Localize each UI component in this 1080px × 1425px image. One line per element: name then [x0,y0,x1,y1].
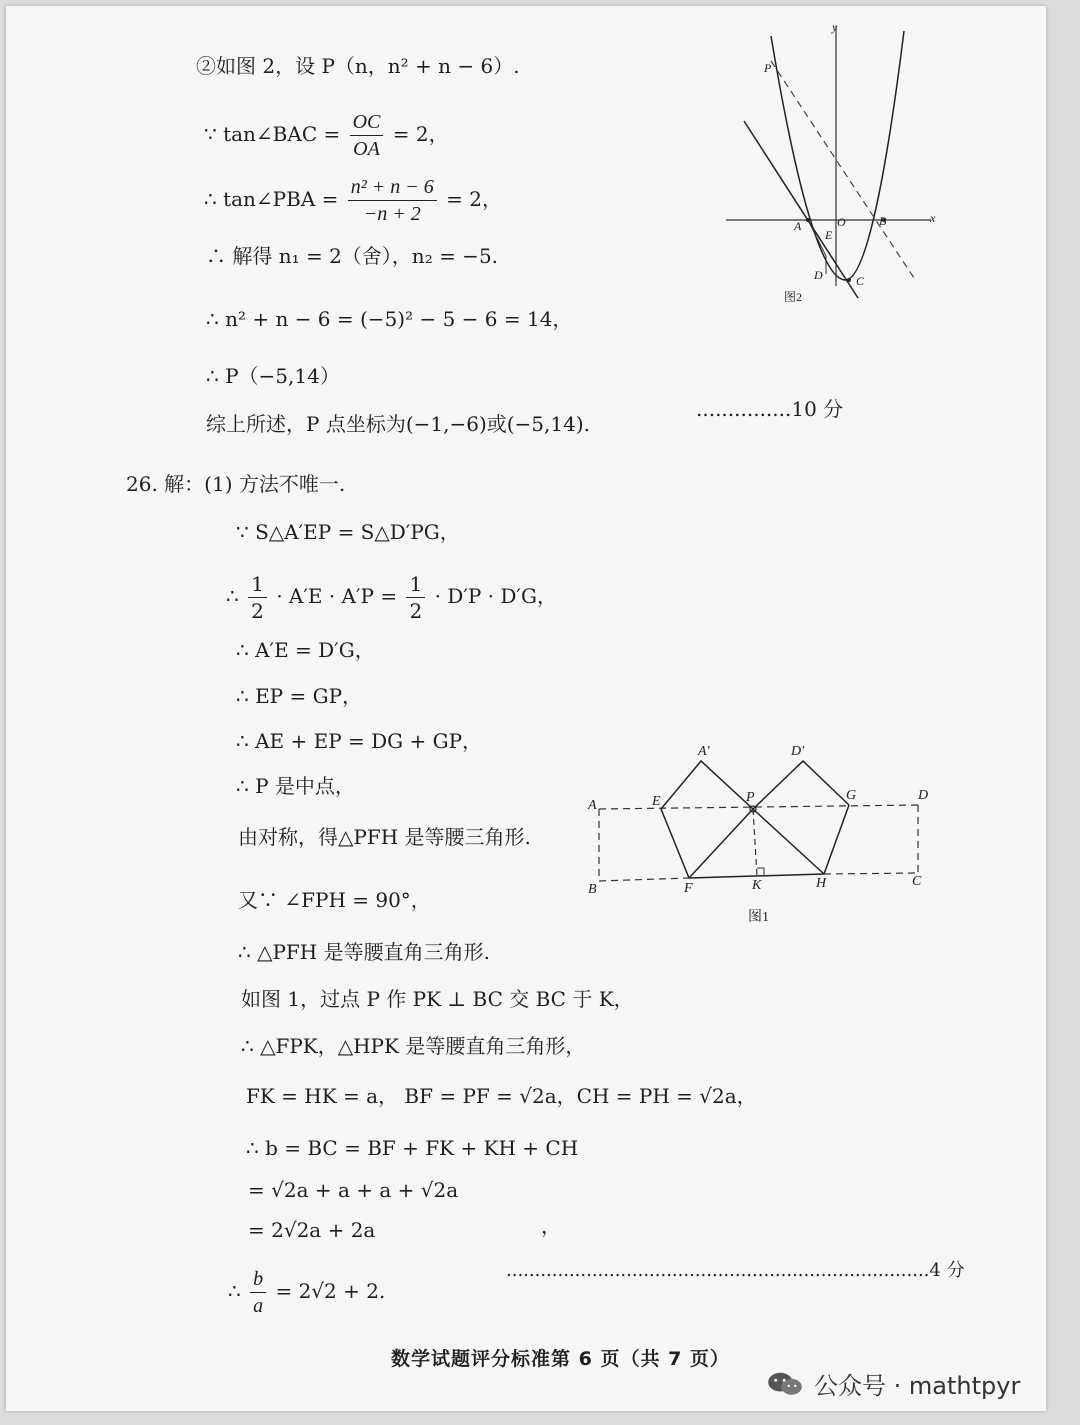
text: ∴ [228,1279,241,1303]
q26-line-10: 如图 1，过点 P 作 PK ⊥ BC 交 BC 于 K， [241,987,634,1011]
q26-line-13: ∴ b = BC = BF + FK + KH + CH [246,1136,579,1160]
text: ∵ tan∠BAC = [204,122,341,146]
label-P: P [764,61,772,75]
q26-line-4: ∴ EP = GP， [236,684,363,708]
q26-line-12: FK = HK = a， BF = PF = √2a，CH = PH = √2a， [246,1084,757,1108]
q26-line-7: 由对称，得△PFH 是等腰三角形. [238,825,531,849]
label-B: B [879,214,887,228]
label-K: K [752,878,762,893]
text: · A′E · A′P = [276,584,398,608]
line-25-1: ②如图 2，设 P（n，n² + n − 6）. [196,54,520,78]
q26-line-9: ∴ △PFH 是等腰直角三角形. [238,940,490,964]
label-A: A [794,219,802,233]
label-A-prime: A′ [698,744,710,759]
line-25-2 [204,109,449,162]
fraction-half [248,571,267,624]
label-O: O [837,215,846,229]
label-G: G [846,788,857,803]
q26-line-2 [226,571,557,624]
numerator: n² + n − 6 [348,174,437,201]
q26-line-11: ∴ △FPK，△HPK 是等腰直角三角形， [241,1034,586,1058]
numerator: 1 [406,571,425,598]
figure-1-caption: 图1 [748,910,769,925]
text: · D′P · D′G， [434,584,557,608]
watermark-text: 公众号 · mathtpyr [814,1372,1021,1400]
label-A: A [588,798,597,813]
label-D: D [918,788,929,803]
numerator: b [250,1266,266,1293]
label-D: D [814,268,823,282]
denominator: −n + 2 [363,203,421,225]
line-25-6: ∴ P（−5,14） [206,364,340,388]
fraction-b-over-a [250,1266,266,1319]
text: = 2， [446,187,502,211]
wechat-icon [766,1370,804,1398]
label-P: P [746,790,755,805]
label-E: E [652,794,661,809]
label-y: y [832,20,838,34]
line-25-3 [204,174,502,227]
q26-line-3: ∴ A′E = D′G， [236,638,375,662]
q26-line-14: = √2a + a + a + √2a [248,1178,459,1202]
q26-title: 26. 解：(1) 方法不唯一. [126,472,346,496]
exam-page [6,6,1046,1411]
label-B: B [588,882,597,897]
page-footer: 数学试题评分标准第 6 页（共 7 页） [391,1348,730,1370]
score-4: ..........................................................................4 分 [506,1260,965,1281]
denominator: 2 [409,599,423,623]
q26-line-15: = 2√2a + 2a [248,1218,376,1242]
q26-line-8: 又∵ ∠FPH = 90°， [238,888,431,912]
q26-line-5: ∴ AE + EP = DG + GP， [236,729,483,753]
label-C: C [912,874,922,889]
text: = 2， [392,122,449,146]
label-C: C [856,274,865,288]
denominator: a [253,1295,264,1317]
fraction [350,109,384,162]
numerator: OC [350,109,384,136]
label-H: H [816,876,827,891]
line-25-7: 综上所述，P 点坐标为(−1,−6)或(−5,14). [206,412,590,436]
text: ∴ tan∠PBA = [204,187,339,211]
score-10: ...............10 分 [696,397,844,421]
q26-line-16 [228,1266,385,1319]
figure-2-graph [716,16,946,306]
q26-line-6: ∴ P 是中点， [236,774,355,798]
text: ∴ [226,584,239,608]
label-F: F [684,881,693,896]
stray-comma: ， [541,1214,561,1238]
wechat-watermark [766,1366,1020,1401]
text: = 2√2 + 2. [275,1279,386,1303]
q26-line-1: ∵ S△A′EP = S△D′PG， [236,520,460,544]
label-D-prime: D′ [791,744,805,759]
fraction [348,174,437,227]
label-E: E [825,228,833,242]
numerator: 1 [248,571,267,598]
denominator: 2 [251,599,264,623]
line-25-5: ∴ n² + n − 6 = (−5)² − 5 − 6 = 14， [206,307,573,331]
figure-2-caption: 图2 [784,290,803,304]
fraction-half [406,571,425,624]
line-25-4: ∴ 解得 n₁ = 2（舍），n₂ = −5. [206,244,499,268]
denominator: OA [353,138,380,160]
label-x: x [930,211,936,225]
